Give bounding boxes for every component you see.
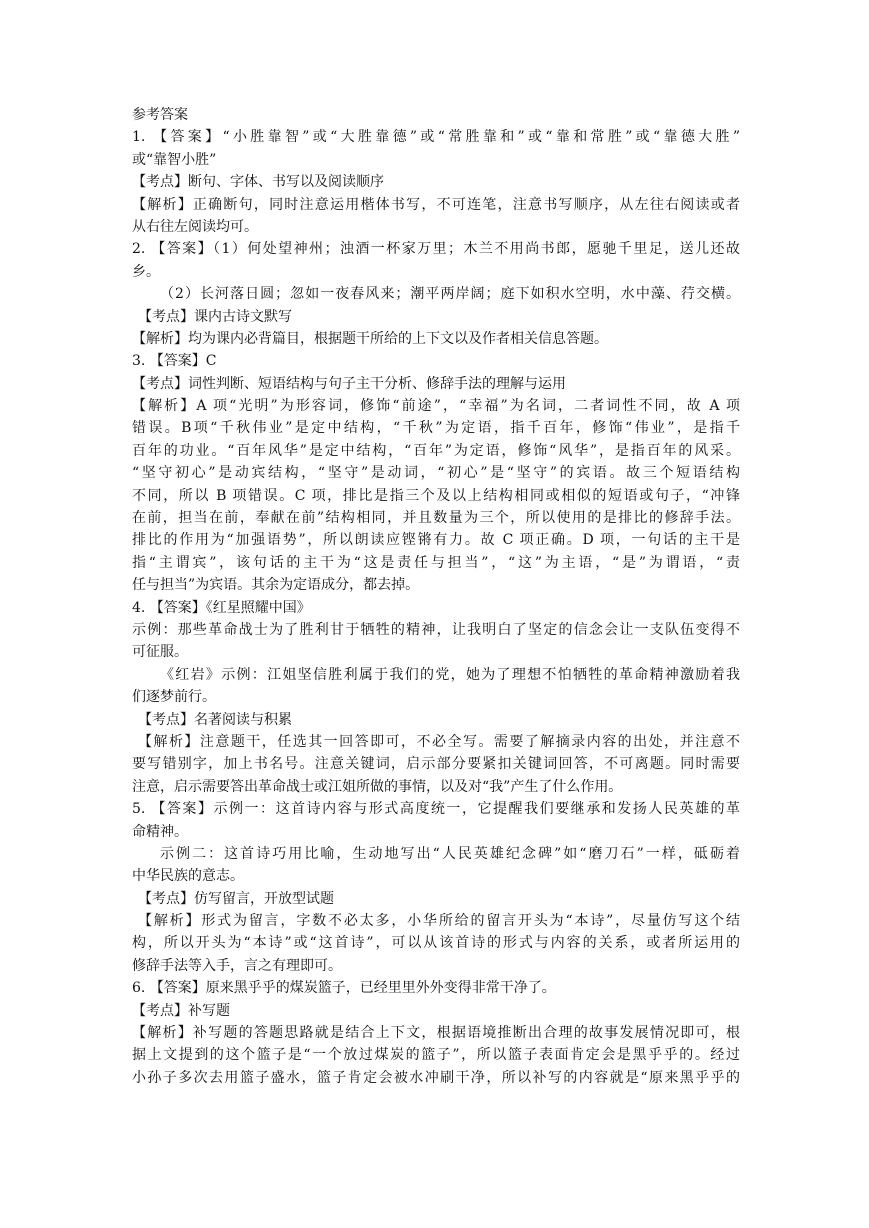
text-line: 【解析】补写题的答题思路就是结合上下文，根据语境推断出合理的故事发展情况即可，根 [132,1025,740,1042]
text-line: 中华民族的意志。 [132,868,244,885]
text-line: 百年的功业。“百年风华”是定中结构，“百年”为定语，修饰“风华”，是指百年的风采。 [132,442,740,459]
text-line: 1. 【答案】“小胜靠智”或“大胜靠德”或“常胜靠和”或“靠和常胜”或“靠德大胜” [132,129,740,146]
text-line: 们逐梦前行。 [132,689,216,706]
text-line: 注意，启示需要答出革命战士或江姐所做的事情，以及对“我”产生了什么作用。 [132,778,623,795]
text-line: 命精神。 [132,823,188,840]
text-line: 构，所以开头为“本诗”或“这首诗”，可以从该首诗的形式与内容的关系，或者所运用的 [132,935,740,952]
text-line: 小孙子多次去用篮子盛水，篮子肯定会被水冲刷干净，所以补写的内容就是“原来黑乎乎的 [132,1069,740,1086]
text-line: 6. 【答案】原来黑乎乎的煤炭篮子，已经里里外外变得非常干净了。 [132,980,556,997]
text-line: 据上文提到的这个篮子是“一个放过煤炭的篮子”，所以篮子表面肯定会是黑乎乎的。经过 [132,1047,740,1064]
text-line: 示例：那些革命战士为了胜利甘于牺牲的精神，让我明白了坚定的信念会让一支队伍变得不 [132,621,740,638]
text-line: 【解析】A 项“光明”为形容词，修饰“前途”，“幸福”为名词，二者词性不同，故 A 项 [132,398,740,415]
text-line: 3. 【答案】C [132,353,217,370]
text-line: 在前，担当在前，奉献在前”结构相同，并且数量为三个，所以使用的是排比的修辞手法。 [132,510,740,527]
text-line: 【解析】正确断句，同时注意运用楷体书写，不可连笔，注意书写顺序，从左往右阅读或者 [132,196,740,213]
text-line: 【考点】补写题 [132,1002,230,1019]
text-line: 指“主谓宾”，该句话的主干为“这是责任与担当”，“这”为主语，“是”为谓语，“责 [132,554,740,571]
text-line: 排比的作用为“加强语势”，所以朗读应铿锵有力。故 C 项正确。D 项，一句话的主干是 [132,532,740,549]
text-line: “坚守初心”是动宾结构，“坚守”是动词，“初心”是“坚守”的宾语。故三个短语结构 [132,465,740,482]
text-line: 示例二：这首诗巧用比喻，生动地写出“人民英雄纪念碑”如“磨刀石”一样，砥砺着 [160,845,740,862]
text-line: 【解析】形式为留言，字数不必太多，小华所给的留言开头为“本诗”，尽量仿写这个结 [138,913,740,930]
text-line: 【考点】断句、字体、书写以及阅读顺序 [132,174,384,191]
text-line: 【考点】名著阅读与积累 [138,711,292,728]
text-line: 【考点】仿写留言，开放型试题 [138,890,334,907]
text-line: 错误。B项“千秋伟业”是定中结构，“千秋”为定语，指千百年，修饰“伟业”，是指千 [132,420,740,437]
text-line: 【解析】注意题干，任选其一回答即可，不必全写。需要了解摘录内容的出处，并注意不 [138,733,740,750]
text-line: 要写错别字，加上书名号。注意关键词，启示部分要紧扣关键词回答，不可离题。同时需要 [132,756,740,773]
text-line: 或“靠智小胜” [132,151,217,168]
text-line: 【考点】课内古诗文默写 [138,308,292,325]
text-line: 【解析】均为课内必背篇目，根据题干所给的上下文以及作者相关信息答题。 [132,330,608,347]
document-title: 参考答案 [132,107,188,123]
text-line: （2）长河落日圆；忽如一夜春风来；潮平两岸阔；庭下如积水空明，水中藻、荇交横。 [160,286,740,303]
text-line: 【考点】词性判断、短语结构与句子主干分析、修辞手法的理解与运用 [132,375,566,392]
text-line: 2. 【答案】（1）何处望神州；浊酒一杯家万里；木兰不用尚书郎，愿驰千里足，送儿还故 [132,241,740,258]
text-line: 不同，所以 B 项错误。C 项，排比是指三个及以上结构相同或相似的短语或句子，“冲锋 [132,487,740,504]
text-line: 从右往左阅读均可。 [132,218,258,235]
text-line: 可征服。 [132,644,188,661]
text-line: 4. 【答案】《红星照耀中国》 [132,599,311,616]
text-line: 任与担当”为宾语。其余为定语成分，都去掉。 [132,577,420,594]
text-line: 修辞手法等入手，言之有理即可。 [132,957,342,974]
text-line: 《红岩》示例：江姐坚信胜利属于我们的党，她为了理想不怕牺牲的革命精神激励着我 [160,666,740,683]
text-line: 乡。 [132,263,160,280]
text-line: 5. 【答案】示例一：这首诗内容与形式高度统一，它提醒我们要继承和发扬人民英雄的革 [132,801,740,818]
answer-key-text [132,104,740,1089]
